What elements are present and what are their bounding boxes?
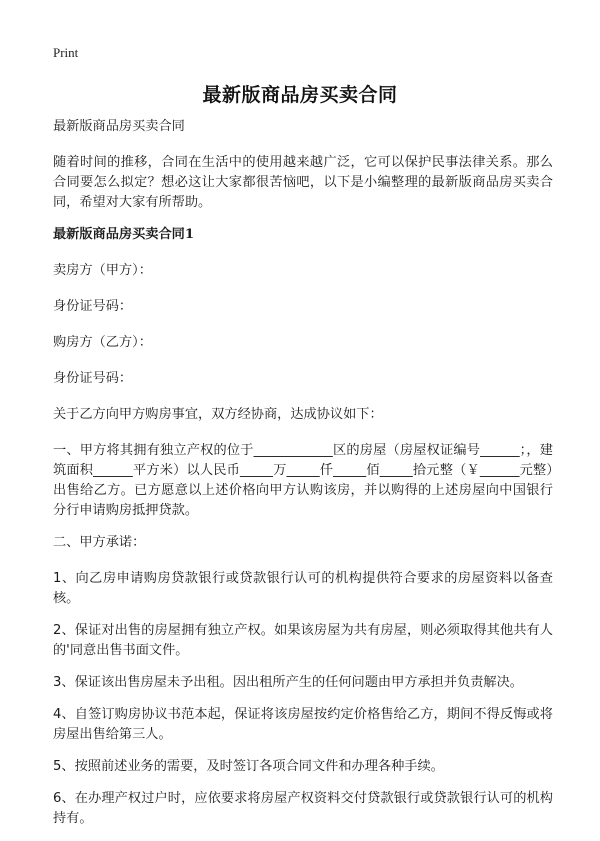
section-heading: 最新版商品房买卖合同1	[53, 227, 195, 242]
buyer-line: 购房方（乙方）：	[53, 335, 152, 350]
agreement-intro: 关于乙方向甲方购房事宜，双方经协商，达成协议如下：	[53, 407, 383, 422]
intro-paragraph: 随着时间的推移，合同在生活中的使用越来越广泛，它可以保护民事法律关系。那么合同要怎么拟定？想必这让大家都很苦恼吧，以下是小编整理的最新版商品房买卖合同，希望对大家有所帮助。	[53, 155, 553, 210]
clause-2-item-4: 4、自签订购房协议书范本起，保证将该房屋按约定价格售给乙方，期间不得反悔或将房屋出售给第三人。	[53, 707, 553, 742]
print-label: Print	[53, 45, 79, 60]
clause-2-item-5: 5、按照前述业务的需要，及时签订各项合同文件和办理各种手续。	[53, 759, 444, 774]
clause-2-item-1: 1、向乙房申请购房贷款银行或贷款银行认可的机构提供符合要求的房屋资料以备查核。	[53, 571, 553, 606]
clause-2-item-2: 2、保证对出售的房屋拥有独立产权。如果该房屋为共有房屋，则必须取得其他共有人的'同意出售书面文件。	[53, 623, 553, 658]
clause-1: 一、甲方将其拥有独立产权的位于____________区的房屋（房屋权证编号______；，建筑面积______平方米）以人民币_____万_____仟_____佰_____拾元整（￥______元整）出售给乙方。已方愿意以上述价格向甲方认购该房，并以购得的上述房屋向中国银行分行申请购房抵押贷款。	[53, 443, 553, 518]
document-body	[53, 117, 553, 841]
intro-heading: 最新版商品房买卖合同	[53, 119, 185, 134]
buyer-id-line: 身份证号码：	[53, 371, 133, 386]
clause-2-item-6: 6、在办理产权过户时，应依要求将房屋产权资料交付贷款银行或贷款银行认可的机构持有。	[53, 791, 553, 826]
clause-2-item-3: 3、保证该出售房屋未予出租。因出租所产生的任何问题由甲方承担并负责解决。	[53, 675, 523, 690]
clause-2-heading: 二、甲方承诺：	[53, 535, 146, 550]
seller-line: 卖房方（甲方）：	[53, 263, 152, 278]
seller-id-line: 身份证号码：	[53, 299, 133, 314]
document-title: 最新版商品房买卖合同	[202, 84, 398, 106]
